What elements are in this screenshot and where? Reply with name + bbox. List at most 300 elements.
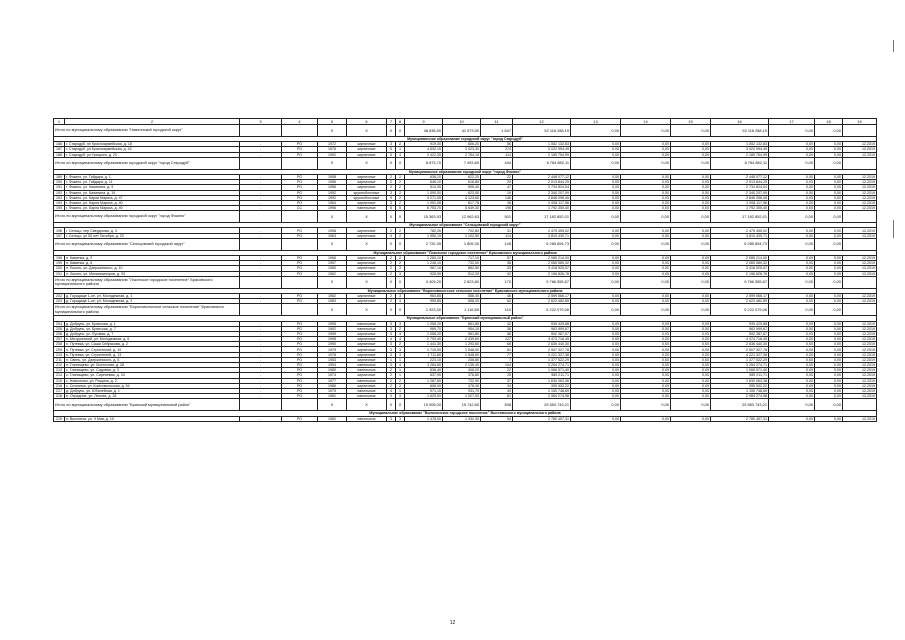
value-v13: 0,00 — [571, 142, 621, 147]
value-v16: 3 846 096,45 — [711, 195, 769, 200]
cell-year: 1979 — [318, 347, 347, 352]
column-number-cell: 13 — [571, 119, 621, 125]
value-v13: 0,00 — [571, 368, 621, 373]
value-v16: 4 221 327,38 — [711, 352, 769, 357]
value-v18: 0,00 — [815, 293, 843, 298]
total-value-v11: 444 — [481, 157, 513, 169]
cell-year: 1977 — [318, 378, 347, 383]
value-v17: 0,00 — [769, 357, 815, 362]
value-v9: 1 283,10 — [405, 256, 443, 261]
value-v12: 395 532,22 — [513, 383, 571, 388]
cell-wall-material: кирпичные — [347, 352, 387, 357]
cell-c3: - — [240, 368, 282, 373]
cell-entrances: 3 — [396, 394, 405, 399]
cell-year: 1956 — [318, 185, 347, 190]
value-v18: 0,00 — [815, 373, 843, 378]
column-number-cell: 4 — [282, 119, 318, 125]
value-v17: 0,00 — [769, 147, 815, 152]
value-v17: 0,00 — [769, 368, 815, 373]
value-v18: 0,00 — [815, 206, 843, 211]
building-address: п. Отрадное, ул. Лесная, д. 34 — [65, 394, 240, 399]
column-number-cell: 14 — [621, 119, 671, 125]
empty-cell — [843, 211, 877, 223]
value-v18: 0,00 — [815, 256, 843, 261]
cell-wall-material: кирпичные — [347, 337, 387, 342]
value-v10: 1 293,60 — [443, 342, 481, 347]
value-v9: 637,90 — [405, 373, 443, 378]
value-v16: 2 636 440,30 — [711, 342, 769, 347]
row-number: 212 — [54, 363, 65, 368]
register-table-body — [54, 119, 877, 422]
value-v18: 0,00 — [815, 363, 843, 368]
value-v16: 989 211,71 — [711, 373, 769, 378]
municipality-name: Муниципальное образование городской округ "город Фокино" — [54, 169, 877, 174]
column-number-cell: 19 — [843, 119, 877, 125]
cell-deadline: 12.2019 — [843, 326, 877, 331]
building-address: г. Фокино, ул. Карла Маркса, д. 47 — [65, 195, 240, 200]
value-v14: 0,00 — [621, 185, 671, 190]
value-v17: 0,00 — [769, 233, 815, 238]
value-v16: 4 474 716,45 — [711, 337, 769, 342]
cell-entrances: 2 — [396, 142, 405, 147]
value-v10: 558,40 — [443, 293, 481, 298]
value-v15: 0,00 — [671, 293, 711, 298]
cell-year: 1992 — [318, 326, 347, 331]
value-v13: 0,00 — [571, 342, 621, 347]
cell-c3: - — [240, 200, 282, 205]
value-v16: 592 387,67 — [711, 331, 769, 336]
value-v14: 0,00 — [621, 321, 671, 326]
total-value-v9: 8 873,70 — [405, 157, 443, 169]
building-address: п. Путевка, ул. Саши Себрякова, д. 2 — [65, 342, 240, 347]
cell-deadline: 12.2019 — [843, 233, 877, 238]
cell-floors: 2 — [387, 185, 396, 190]
cell-c3: - — [240, 256, 282, 261]
value-v12: 2 340 207,09 — [513, 190, 571, 195]
value-v14: 0,00 — [621, 373, 671, 378]
value-v14: 0,00 — [621, 228, 671, 233]
value-v14: 0,00 — [621, 266, 671, 271]
cell-year: 1980 — [318, 266, 347, 271]
cell-entrances: 1 — [396, 357, 405, 362]
x-mark: X — [396, 276, 405, 288]
total-value-v11: 1 647 — [481, 125, 513, 137]
value-v10: 861,80 — [443, 321, 481, 326]
cell-year: 1986 — [318, 383, 347, 388]
total-value-v17: 0,00 — [769, 399, 815, 411]
municipality-total-row — [54, 211, 877, 223]
value-v13: 0,00 — [571, 206, 621, 211]
value-v18: 0,00 — [815, 261, 843, 266]
value-v14: 0,00 — [621, 261, 671, 266]
cell-floors: 2 — [387, 174, 396, 179]
column-number-cell: 6 — [347, 119, 387, 125]
value-v14: 0,00 — [621, 206, 671, 211]
value-v17: 0,00 — [769, 416, 815, 421]
cell-floors: 3 — [387, 394, 396, 399]
cell-entrances: 2 — [396, 261, 405, 266]
cell-c4: РО — [282, 200, 318, 205]
building-address: д. Добрунь, ул. Луговая, д. 7 — [65, 331, 240, 336]
building-address: д. Городище 1-ое, ул. Молодежная, д. 1 — [65, 293, 240, 298]
cell-deadline: 12.2019 — [843, 331, 877, 336]
cell-entrances: 3 — [396, 266, 405, 271]
cell-c3: - — [240, 388, 282, 393]
cell-deadline: 12.2019 — [843, 152, 877, 157]
cell-c4: РО — [282, 357, 318, 362]
value-v9: 1 950,19 — [405, 233, 443, 238]
value-v18: 0,00 — [815, 200, 843, 205]
cell-wall-material: панельные — [347, 363, 387, 368]
value-v13: 0,00 — [571, 266, 621, 271]
column-number-cell: 8 — [396, 119, 405, 125]
value-v12: 2 008 117,56 — [513, 200, 571, 205]
value-v10: 622,20 — [443, 174, 481, 179]
value-v15: 0,00 — [671, 233, 711, 238]
value-v17: 0,00 — [769, 190, 815, 195]
value-v16: 2 475 455,02 — [711, 228, 769, 233]
total-value-v10: 12 962,63 — [443, 211, 481, 223]
cell-year: 1976 — [318, 147, 347, 152]
cell-deadline: 12.2019 — [843, 321, 877, 326]
value-v15: 0,00 — [671, 261, 711, 266]
cell-c4: РО — [282, 142, 318, 147]
empty-cell — [843, 304, 877, 316]
value-v9: 4 271,55 — [405, 195, 443, 200]
value-v15: 0,00 — [671, 373, 711, 378]
cell-floors: 4 — [387, 233, 396, 238]
value-v18: 0,00 — [815, 195, 843, 200]
cell-c4: РО — [282, 326, 318, 331]
cell-year: 1952 — [318, 190, 347, 195]
row-number: 193 — [54, 195, 65, 200]
empty-cell — [240, 125, 282, 137]
value-v15: 0,00 — [671, 388, 711, 393]
value-v12: 1 630 063,36 — [513, 378, 571, 383]
value-v10: 806,20 — [443, 142, 481, 147]
value-v14: 0,00 — [621, 378, 671, 383]
building-address: д. Городище 1-ое, ул. Молодежная, д. 2 — [65, 299, 240, 304]
cell-entrances: 2 — [396, 342, 405, 347]
cell-floors: 2 — [387, 293, 396, 298]
cell-year: 1982 — [318, 293, 347, 298]
cell-year: 1992 — [318, 152, 347, 157]
value-v11: 29 — [481, 180, 513, 185]
x-mark: X — [396, 238, 405, 250]
cell-entrances: 4 — [396, 152, 405, 157]
cell-deadline: 12.2019 — [843, 256, 877, 261]
row-number: 215 — [54, 378, 65, 383]
empty-cell — [282, 276, 318, 288]
value-v13: 0,00 — [571, 326, 621, 331]
total-value-v17: 0,00 — [769, 157, 815, 169]
municipality-name: Муниципальное образование "Брянский муниципальный район" — [54, 316, 877, 321]
building-address: п. Каменка, д. 2 — [65, 256, 240, 261]
cell-floors: 2 — [387, 373, 396, 378]
x-mark: X — [387, 211, 396, 223]
value-v14: 0,00 — [621, 388, 671, 393]
value-v15: 0,00 — [671, 228, 711, 233]
building-address: п. Локоть, ул. Механизаторов, д. 33 — [65, 271, 240, 276]
value-v12: 939 429,88 — [513, 321, 571, 326]
total-value-v14: 0,00 — [621, 399, 671, 411]
row-number: 210 — [54, 352, 65, 357]
value-v16: 2 599 566,17 — [711, 293, 769, 298]
cell-wall-material: кирпичные — [347, 174, 387, 179]
row-number: 188 — [54, 152, 65, 157]
cell-floors: 5 — [387, 147, 396, 152]
value-v13: 0,00 — [571, 383, 621, 388]
x-mark: X — [387, 304, 396, 316]
cell-deadline: 12.2019 — [843, 368, 877, 373]
cell-c4: РО — [282, 331, 318, 336]
empty-cell — [240, 238, 282, 250]
x-mark: X — [396, 157, 405, 169]
row-number: 199 — [54, 261, 65, 266]
cell-deadline: 12.2019 — [843, 378, 877, 383]
cell-c4: РО — [282, 180, 318, 185]
value-v15: 0,00 — [671, 271, 711, 276]
value-v13: 0,00 — [571, 190, 621, 195]
value-v16: 2 984 274,98 — [711, 394, 769, 399]
cell-entrances: 2 — [396, 228, 405, 233]
total-value-v18: 0,00 — [815, 211, 843, 223]
value-v10: 616,80 — [443, 180, 481, 185]
value-v15: 0,00 — [671, 195, 711, 200]
value-v14: 0,00 — [621, 394, 671, 399]
total-value-v13: 0,00 — [571, 276, 621, 288]
cell-floors: 3 — [387, 190, 396, 195]
cell-year: 1995 — [318, 321, 347, 326]
value-v13: 0,00 — [571, 195, 621, 200]
value-v10: 717,10 — [443, 256, 481, 261]
value-v14: 0,00 — [621, 152, 671, 157]
total-value-v16: 9 766 555,67 — [711, 276, 769, 288]
value-v11: 22 — [481, 368, 513, 373]
value-v12: 4 221 327,38 — [513, 352, 571, 357]
value-v10: 1 332,30 — [443, 416, 481, 421]
value-v13: 0,00 — [571, 185, 621, 190]
value-v13: 0,00 — [571, 337, 621, 342]
cell-deadline: 12.2019 — [843, 261, 877, 266]
value-v17: 0,00 — [769, 388, 815, 393]
cell-floors: 3 — [387, 200, 396, 205]
value-v17: 0,00 — [769, 180, 815, 185]
x-mark: X — [387, 125, 396, 137]
cell-entrances: 3 — [396, 293, 405, 298]
value-v14: 0,00 — [621, 416, 671, 421]
cell-deadline: 12.2019 — [843, 342, 877, 347]
cell-entrances: 1 — [396, 368, 405, 373]
cell-year: 1978 — [318, 352, 347, 357]
building-address: п. Выгоничи, ул. 9 Мая, д. 10 — [65, 416, 240, 421]
value-v9: 1 710,00 — [405, 347, 443, 352]
cell-entrances: 3 — [396, 321, 405, 326]
value-v18: 0,00 — [815, 321, 843, 326]
value-v14: 0,00 — [621, 180, 671, 185]
cell-c3: - — [240, 331, 282, 336]
value-v16: 1 792 305,40 — [711, 206, 769, 211]
value-v9: 1 058,20 — [405, 321, 443, 326]
value-v15: 0,00 — [671, 357, 711, 362]
value-v17: 0,00 — [769, 299, 815, 304]
value-v17: 0,00 — [769, 373, 815, 378]
value-v17: 0,00 — [769, 352, 815, 357]
value-v15: 0,00 — [671, 256, 711, 261]
cell-wall-material: кирпичные — [347, 373, 387, 378]
column-number-cell: 17 — [769, 119, 815, 125]
value-v9: 1 287,80 — [405, 378, 443, 383]
value-v18: 0,00 — [815, 271, 843, 276]
row-number: 214 — [54, 373, 65, 378]
total-value-v18: 0,00 — [815, 276, 843, 288]
value-v17: 0,00 — [769, 195, 815, 200]
value-v17: 0,00 — [769, 326, 815, 331]
cell-c3: - — [240, 142, 282, 147]
cell-year: 1953 — [318, 357, 347, 362]
value-v14: 0,00 — [621, 342, 671, 347]
municipality-total-row — [54, 157, 877, 169]
cell-c3: - — [240, 357, 282, 362]
x-mark: X — [387, 276, 396, 288]
value-v11: 81 — [481, 394, 513, 399]
value-v9: 1 056,20 — [405, 331, 443, 336]
cell-deadline: 12.2019 — [843, 147, 877, 152]
total-value-v9: 46 838,90 — [405, 125, 443, 137]
cell-wall-material: кирпичные — [347, 266, 387, 271]
value-v9: 989,70 — [405, 326, 443, 331]
value-v18: 0,00 — [815, 180, 843, 185]
value-v11: 68 — [481, 342, 513, 347]
row-number: 190 — [54, 180, 65, 185]
value-v16: 2 780 457,31 — [711, 416, 769, 421]
row-number: 195 — [54, 206, 65, 211]
cell-deadline: 12.2019 — [843, 416, 877, 421]
municipality-name: Муниципальное образование "Локотское городское поселение" Брасовского муниципального района — [54, 250, 877, 255]
cell-c4: РО — [282, 368, 318, 373]
value-v14: 0,00 — [621, 299, 671, 304]
value-v9: 782,26 — [405, 228, 443, 233]
row-number: 194 — [54, 200, 65, 205]
empty-cell — [843, 276, 877, 288]
empty-cell — [240, 399, 282, 411]
value-v14: 0,00 — [621, 271, 671, 276]
value-v15: 0,00 — [671, 394, 711, 399]
value-v18: 0,00 — [815, 416, 843, 421]
cell-entrances: 3 — [396, 416, 405, 421]
value-v11: 77 — [481, 352, 513, 357]
value-v10: 376,80 — [443, 373, 481, 378]
total-value-v9: 19 908,00 — [405, 399, 443, 411]
cell-c4: РО — [282, 293, 318, 298]
cell-wall-material: кирпичные — [347, 357, 387, 362]
total-value-v16: 6 764 882,11 — [711, 157, 769, 169]
value-v17: 0,00 — [769, 347, 815, 352]
cell-deadline: 12.2019 — [843, 200, 877, 205]
value-v9: 514,30 — [405, 185, 443, 190]
cell-entrances: 3 — [396, 331, 405, 336]
value-v18: 0,00 — [815, 228, 843, 233]
value-v12: 1 150 748,69 — [513, 388, 571, 393]
cell-wall-material: кирпичные — [347, 261, 387, 266]
value-v15: 0,00 — [671, 185, 711, 190]
cell-deadline: 12.2019 — [843, 299, 877, 304]
cell-c3: - — [240, 337, 282, 342]
value-v14: 0,00 — [621, 363, 671, 368]
value-v11: 38 — [481, 200, 513, 205]
value-v11: 19 — [481, 190, 513, 195]
value-v17: 0,00 — [769, 342, 815, 347]
total-value-v15: 0,00 — [671, 304, 711, 316]
row-number: 187 — [54, 147, 65, 152]
column-number-cell: 5 — [318, 119, 347, 125]
x-mark: X — [347, 304, 387, 316]
cell-year: 1994 — [318, 363, 347, 368]
value-v11: 25 — [481, 373, 513, 378]
cell-floors: 4 — [387, 337, 396, 342]
column-number-cell: 10 — [443, 119, 481, 125]
value-v10: 732,00 — [443, 261, 481, 266]
building-address: п. Каменка, д. 6 — [65, 261, 240, 266]
cell-entrances: 2 — [396, 174, 405, 179]
cell-c3: - — [240, 352, 282, 357]
value-v13: 0,00 — [571, 228, 621, 233]
cell-floors: 3 — [387, 347, 396, 352]
total-value-v14: 0,00 — [621, 276, 671, 288]
total-label: Итого по муниципальному образованию городской округ "город Фокино" — [54, 211, 240, 223]
cell-floors: 3 — [387, 326, 396, 331]
value-v11: 40 — [481, 388, 513, 393]
value-v17: 0,00 — [769, 228, 815, 233]
value-v9: 3 284,80 — [405, 363, 443, 368]
empty-cell — [843, 157, 877, 169]
value-v18: 0,00 — [815, 142, 843, 147]
value-v15: 0,00 — [671, 352, 711, 357]
row-number: 211 — [54, 357, 65, 362]
value-v11: 146 — [481, 195, 513, 200]
value-v13: 0,00 — [571, 394, 621, 399]
cell-c4: РО — [282, 228, 318, 233]
value-v9: 1 051,08 — [405, 200, 443, 205]
cell-c3: - — [240, 261, 282, 266]
value-v10: 476,40 — [443, 383, 481, 388]
value-v14: 0,00 — [621, 331, 671, 336]
value-v13: 0,00 — [571, 174, 621, 179]
cell-c4: РО — [282, 256, 318, 261]
cell-entrances: 5 — [396, 206, 405, 211]
total-value-v12: 52 116 288,19 — [513, 125, 571, 137]
value-v16: 2 448 077,12 — [711, 174, 769, 179]
cell-c3: - — [240, 378, 282, 383]
building-address: д. Добрунь, ул. Юбилейная, д. 1 — [65, 388, 240, 393]
value-v13: 0,00 — [571, 357, 621, 362]
value-v12: 592 387,67 — [513, 331, 571, 336]
column-number-cell: 16 — [711, 119, 769, 125]
value-v11: 198 — [481, 206, 513, 211]
value-v14: 0,00 — [621, 256, 671, 261]
value-v13: 0,00 — [571, 180, 621, 185]
cell-floors: 4 — [387, 388, 396, 393]
cell-entrances: 3 — [396, 271, 405, 276]
value-v10: 208,80 — [443, 357, 481, 362]
cell-floors: 3 — [387, 363, 396, 368]
value-v9: 919,30 — [405, 142, 443, 147]
value-v18: 0,00 — [815, 331, 843, 336]
cell-wall-material: крупноблочные — [347, 190, 387, 195]
cell-floors: 2 — [387, 271, 396, 276]
row-number: 213 — [54, 368, 65, 373]
building-address: д. Добрунь, ул. Брянская, д. 7 — [65, 326, 240, 331]
